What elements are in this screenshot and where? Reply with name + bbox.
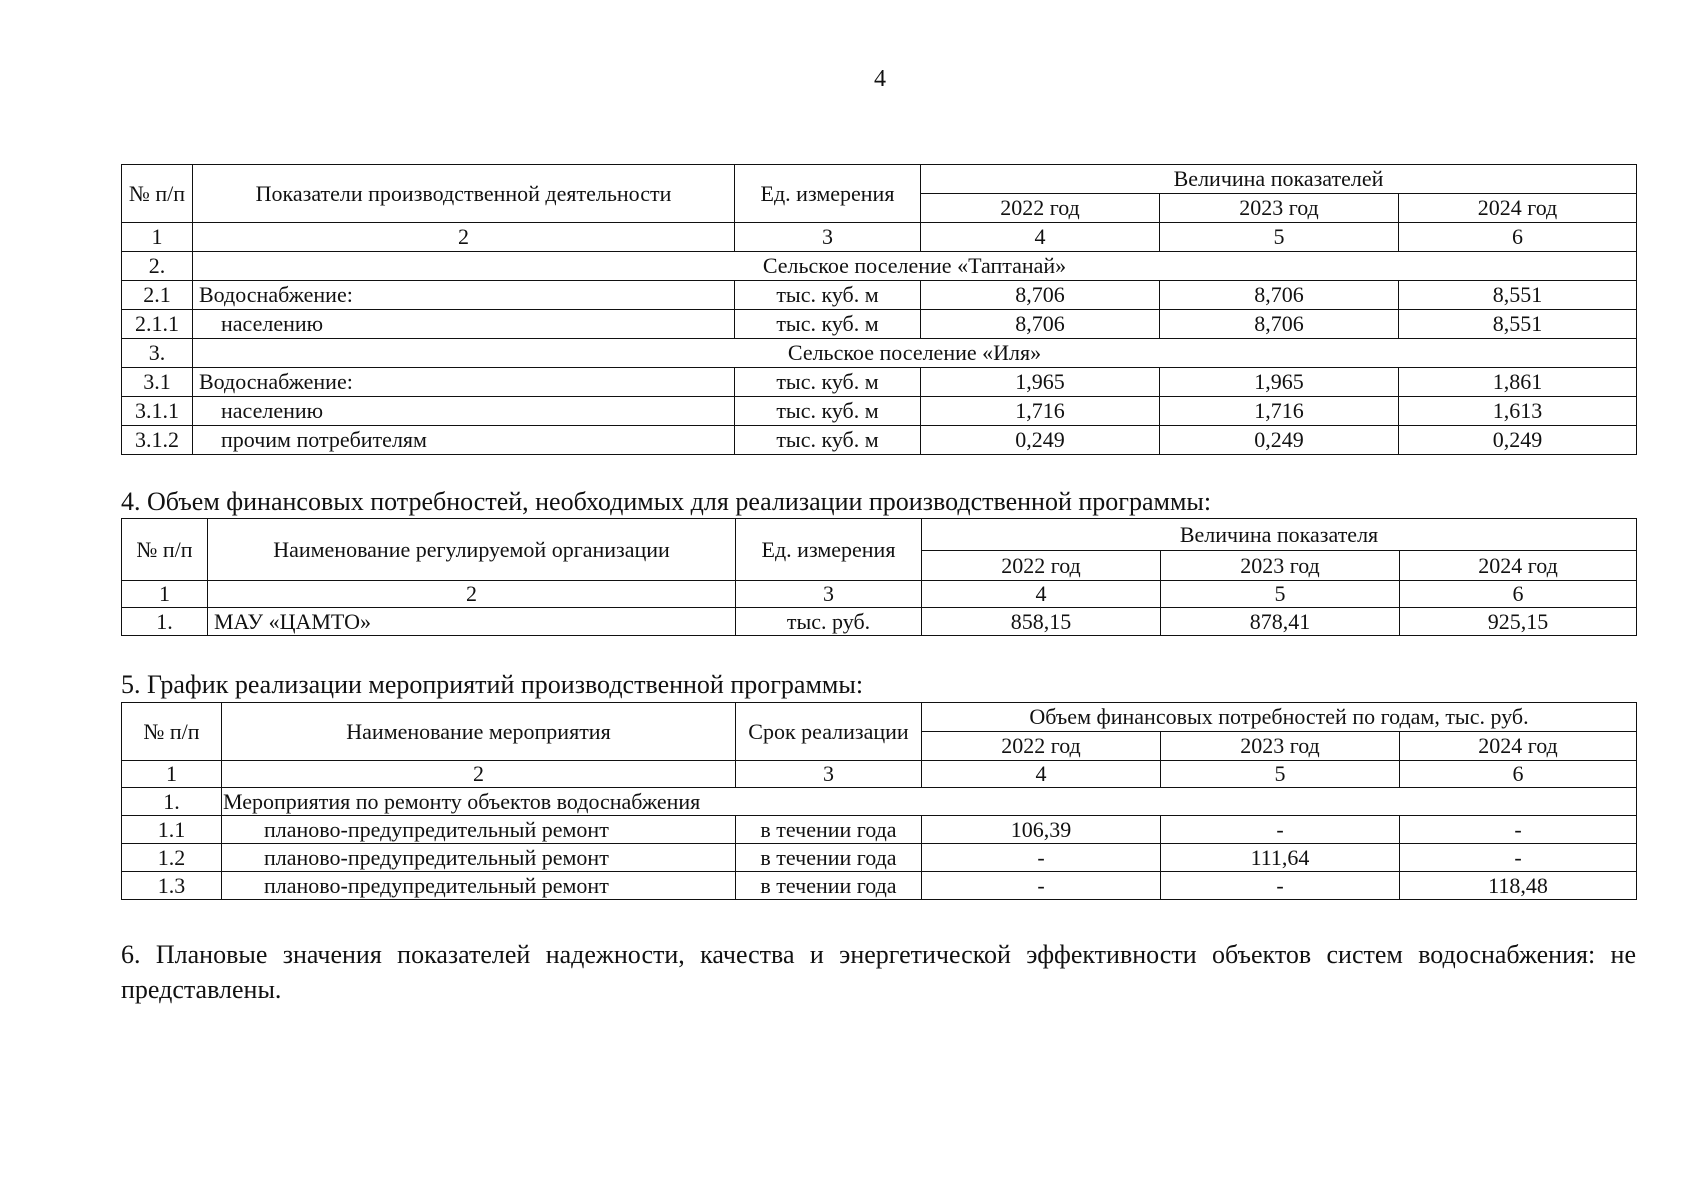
header-org: Наименование регулируемой организации xyxy=(208,519,736,581)
row-value: 111,64 xyxy=(1161,844,1400,872)
group-title: Мероприятия по ремонту объектов водоснабжения xyxy=(222,788,1637,816)
row-value: 8,706 xyxy=(921,310,1160,339)
column-numbers-row xyxy=(122,761,1637,788)
row-value: 8,706 xyxy=(921,281,1160,310)
row-num: 3.1 xyxy=(122,368,193,397)
section-row xyxy=(122,339,1637,368)
row-name: планово-предупредительный ремонт xyxy=(222,844,736,872)
row-name: населению xyxy=(193,397,735,426)
header-year: 2024 год xyxy=(1400,732,1637,761)
row-num: 1.3 xyxy=(122,872,222,900)
row-unit: тыс. куб. м xyxy=(735,310,921,339)
row-value: 0,249 xyxy=(1160,426,1399,455)
col-number: 2 xyxy=(193,223,735,252)
col-number: 2 xyxy=(222,761,736,788)
row-num: 1.1 xyxy=(122,816,222,844)
row-name: МАУ «ЦАМТО» xyxy=(208,608,736,636)
header-values-group: Величина показателя xyxy=(922,519,1637,551)
section-num: 3. xyxy=(122,339,193,368)
header-year: 2022 год xyxy=(922,732,1161,761)
row-period: в течении года xyxy=(736,872,922,900)
row-unit: тыс. куб. м xyxy=(735,368,921,397)
header-year: 2024 год xyxy=(1400,551,1637,581)
col-number: 3 xyxy=(736,581,922,608)
col-number: 6 xyxy=(1400,581,1637,608)
row-value: 1,965 xyxy=(1160,368,1399,397)
section-4-heading: 4. Объем финансовых потребностей, необходимых для реализации производственной программы: xyxy=(121,487,1212,516)
row-num: 3.1.2 xyxy=(122,426,193,455)
row-value: 0,249 xyxy=(1399,426,1637,455)
col-number: 5 xyxy=(1161,581,1400,608)
row-unit: тыс. куб. м xyxy=(735,397,921,426)
row-name: прочим потребителям xyxy=(193,426,735,455)
row-value: 1,861 xyxy=(1399,368,1637,397)
header-year: 2023 год xyxy=(1161,551,1400,581)
row-value: - xyxy=(922,844,1161,872)
row-num: 3.1.1 xyxy=(122,397,193,426)
row-period: в течении года xyxy=(736,844,922,872)
header-num: № п/п xyxy=(122,165,193,223)
table-row xyxy=(122,816,1637,844)
row-value: - xyxy=(1400,816,1637,844)
group-row xyxy=(122,788,1637,816)
header-num: № п/п xyxy=(122,519,208,581)
row-name: планово-предупредительный ремонт xyxy=(222,816,736,844)
col-number: 4 xyxy=(921,223,1160,252)
table-row xyxy=(122,872,1637,900)
header-year: 2023 год xyxy=(1161,732,1400,761)
financial-needs-table xyxy=(121,518,1637,636)
row-value: 8,706 xyxy=(1160,310,1399,339)
table-row xyxy=(122,310,1637,339)
row-value: 1,613 xyxy=(1399,397,1637,426)
row-value: 118,48 xyxy=(1400,872,1637,900)
header-period: Срок реализации xyxy=(736,703,922,761)
header-values-group: Величина показателей xyxy=(921,165,1637,194)
row-value: - xyxy=(922,872,1161,900)
row-value: 8,551 xyxy=(1399,310,1637,339)
row-name: населению xyxy=(193,310,735,339)
column-numbers-row xyxy=(122,223,1637,252)
col-number: 1 xyxy=(122,223,193,252)
header-unit: Ед. измерения xyxy=(736,519,922,581)
header-num: № п/п xyxy=(122,703,222,761)
row-name: планово-предупредительный ремонт xyxy=(222,872,736,900)
col-number: 1 xyxy=(122,581,208,608)
row-value: 878,41 xyxy=(1161,608,1400,636)
row-num: 1.2 xyxy=(122,844,222,872)
row-name: Водоснабжение: xyxy=(193,281,735,310)
col-number: 6 xyxy=(1399,223,1637,252)
section-5-heading: 5. График реализации мероприятий производственной программы: xyxy=(121,670,864,699)
group-num: 1. xyxy=(122,788,222,816)
col-number: 2 xyxy=(208,581,736,608)
row-value: 8,706 xyxy=(1160,281,1399,310)
row-value: 1,965 xyxy=(921,368,1160,397)
table-row xyxy=(122,426,1637,455)
row-value: - xyxy=(1161,816,1400,844)
table-row xyxy=(122,608,1637,636)
row-value: 0,249 xyxy=(921,426,1160,455)
section-row xyxy=(122,252,1637,281)
row-name: Водоснабжение: xyxy=(193,368,735,397)
col-number: 3 xyxy=(735,223,921,252)
page-number: 4 xyxy=(874,66,886,92)
row-period: в течении года xyxy=(736,816,922,844)
header-year: 2022 год xyxy=(922,551,1161,581)
activities-schedule-table xyxy=(121,702,1637,900)
row-unit: тыс. куб. м xyxy=(735,281,921,310)
row-num: 1. xyxy=(122,608,208,636)
header-indicator: Показатели производственной деятельности xyxy=(193,165,735,223)
col-number: 4 xyxy=(922,581,1161,608)
table-row xyxy=(122,281,1637,310)
col-number: 5 xyxy=(1160,223,1399,252)
col-number: 5 xyxy=(1161,761,1400,788)
row-value: 858,15 xyxy=(922,608,1161,636)
row-value: - xyxy=(1161,872,1400,900)
column-numbers-row xyxy=(122,581,1637,608)
row-num: 2.1 xyxy=(122,281,193,310)
col-number: 6 xyxy=(1400,761,1637,788)
col-number: 3 xyxy=(736,761,922,788)
header-year: 2024 год xyxy=(1399,194,1637,223)
header-year: 2023 год xyxy=(1160,194,1399,223)
row-value: 1,716 xyxy=(921,397,1160,426)
header-unit: Ед. измерения xyxy=(735,165,921,223)
section-6-paragraph: 6. Плановые значения показателей надежности, качества и энергетической эффективности объектов систем водоснабжения: не представлены. xyxy=(121,940,1636,1005)
header-year: 2022 год xyxy=(921,194,1160,223)
row-value: 1,716 xyxy=(1160,397,1399,426)
row-value: 925,15 xyxy=(1400,608,1637,636)
row-unit: тыс. куб. м xyxy=(735,426,921,455)
table-row xyxy=(122,368,1637,397)
section-num: 2. xyxy=(122,252,193,281)
row-value: 106,39 xyxy=(922,816,1161,844)
section-title: Сельское поселение «Таптанай» xyxy=(193,252,1637,281)
row-num: 2.1.1 xyxy=(122,310,193,339)
section-title: Сельское поселение «Иля» xyxy=(193,339,1637,368)
col-number: 4 xyxy=(922,761,1161,788)
row-unit: тыс. руб. xyxy=(736,608,922,636)
row-value: - xyxy=(1400,844,1637,872)
col-number: 1 xyxy=(122,761,222,788)
row-value: 8,551 xyxy=(1399,281,1637,310)
header-name: Наименование мероприятия xyxy=(222,703,736,761)
table-row xyxy=(122,397,1637,426)
production-indicators-table xyxy=(121,164,1637,455)
table-row xyxy=(122,844,1637,872)
header-values-group: Объем финансовых потребностей по годам, тыс. руб. xyxy=(922,703,1637,732)
